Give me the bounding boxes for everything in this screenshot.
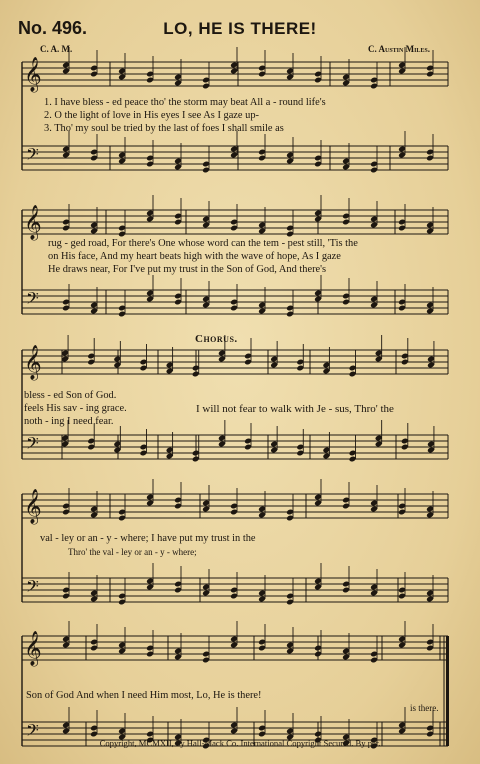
treble-clef-icon: 𝄞 [24, 631, 42, 666]
chorus-line-3: Son of God And when I need Him most, Lo, He is there! [26, 690, 262, 701]
treble-clef-icon: 𝄞 [24, 345, 42, 380]
verse-1-line-1: 1. I have bless - ed peace tho' the storm may beat All a - round life's [44, 97, 326, 108]
verse-1-line-3: bless - ed Son of God. [24, 390, 117, 401]
verse-2-line-1: 2. O the light of love in His eyes I see As I gaze up- [44, 110, 259, 121]
composer-credit: C. Austin Miles. [367, 44, 430, 54]
bass-clef-icon: 𝄢 [26, 576, 39, 600]
bass-clef-icon: 𝄢 [26, 288, 39, 312]
verse-3-line-2: He draws near, For I've put my trust in the Son of God, And there's [48, 264, 327, 275]
chorus-bass-line-2: Thro' the val - ley or an - y - where; [68, 547, 197, 557]
copyright-notice: Copyright, MCMXII, by Hall-Mack Co. International Copyright Secured. By per. [99, 738, 381, 748]
chorus-line-2: val - ley or an - y - where; I have put my trust in the [40, 533, 256, 544]
verse-2-line-3: feels His sav - ing grace. [24, 403, 127, 414]
treble-clef-icon: 𝄞 [24, 489, 42, 524]
hymn-title: LO, HE IS THERE! [163, 19, 317, 38]
treble-clef-icon: 𝄞 [24, 57, 42, 92]
chorus-bass-echo: is there. [410, 703, 439, 713]
bass-clef-icon: 𝄢 [26, 144, 39, 168]
bass-clef-icon: 𝄢 [26, 433, 39, 457]
lyricist-credit: C. A. M. [40, 44, 73, 54]
chorus-line-1: I will not fear to walk with Je - sus, Thro' the [196, 403, 394, 415]
chorus-label: Chorus. [195, 333, 238, 345]
verse-2-line-2: on His face, And my heart beats high with the wave of hope, As I gaze [48, 251, 341, 262]
bass-clef-icon: 𝄢 [26, 720, 39, 744]
treble-clef-icon: 𝄞 [24, 205, 42, 240]
verse-3-line-3: noth - ing I need fear. [24, 416, 114, 427]
verse-3-line-1: 3. Tho' my soul be tried by the last of foes I shall smile as [44, 123, 284, 134]
hymn-number: No. 496. [18, 18, 88, 38]
verse-1-line-2: rug - ged road, For there's One whose word can the tem - pest still, 'Tis the [48, 238, 358, 249]
final-bar-line [446, 636, 449, 746]
